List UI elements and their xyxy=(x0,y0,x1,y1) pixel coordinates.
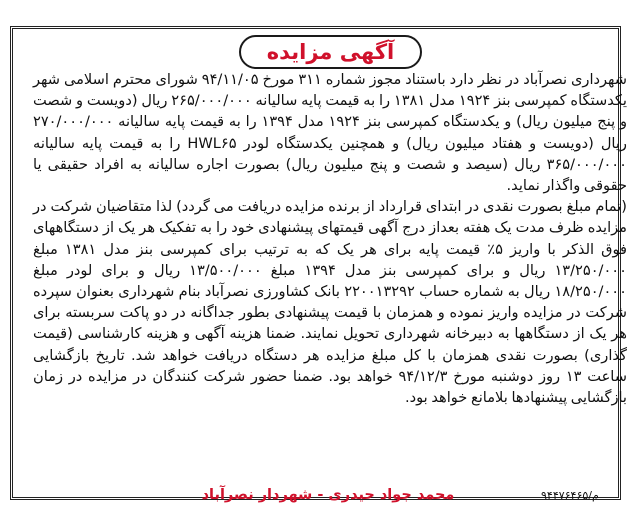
notice-body xyxy=(33,69,627,408)
signature: محمد جواد حیدری - شهردار نصرآباد xyxy=(201,487,455,503)
notice-frame xyxy=(10,26,628,503)
reference-code: م/۹۴۴۷۶۴۶۵ xyxy=(541,489,599,502)
notice-paragraph-1: شهرداری نصرآباد در نظر دارد باستناد مجوز شماره ۳۱۱ مورخ ۹۴/۱۱/۰۵ شورای محترم اسلامی شهر یکدستگاه کمپرسی بنز ۱۹۲۴ مدل ۱۳۸۱ را به قیمت پایه سالیانه ۲۶۵/۰۰۰/۰۰۰ ریال (دویست و شصت و پنج میلیون ریال) و یکدستگاه کمپرسی بنز ۱۹۲۴ مدل ۱۳۹۴ را به قیمت پایه سالیانه ۲۷۰/۰۰۰/۰۰۰ ریال (دویست و هفتاد میلیون ریال) و همچنین یکدستگاه لودر HWL۶۵ را به قیمت پایه سالیانه ۳۶۵/۰۰۰/۰۰۰ ریال (سیصد و شصت و پنج میلیون ریال) بصورت اجاره سالیانه به افراد حقیقی یا حقوقی واگذار نماید. xyxy=(33,71,627,195)
title-badge xyxy=(239,35,422,69)
notice-title: آگهی مزایده xyxy=(266,40,395,64)
notice-paragraph-2: (تمام مبلغ بصورت نقدی در ابتدای قرارداد از برنده مزایده دریافت می گردد) لذا متقاضیان شرکت در مزایده ظرف مدت یک هفته بعداز درج آگهی قیمتهای پیشنهادی خود را به تفکیک هر یک از دستگاههای فوق الذکر با واریز ۵٪ قیمت پایه برای هر یک که به ترتیب برای کمپرسی بنز مدل ۱۳۸۱ مبلغ ۱۳/۲۵۰/۰۰۰ ریال و برای کمپرسی بنز مدل ۱۳۹۴ مبلغ ۱۳/۵۰۰/۰۰۰ ریال و برای لودر مبلغ ۱۸/۲۵۰/۰۰۰ ریال به شماره حساب ۲۲۰۰۱۳۲۹۲ بانک کشاورزی نصرآباد بنام شهرداری بعنوان سپرده شرکت در مزایده واریز نموده و همزمان با قیمت پیشنهادی بطور جداگانه در دو پاکت سربسته برای هر یک از دستگاهها به دبیرخانه شهرداری تحویل نمایند. ضمنا هزینه آگهی و هزینه کارشناسی (قیمت گذاری) بصورت نقدی همزمان با کل مبلغ مزایده هر دستگاه دریافت خواهد شد. تاریخ بازگشایی ساعت ۱۳ روز دوشنبه مورخ ۹۴/۱۲/۳ خواهد بود. ضمنا حضور شرکت کنندگان در مزایده در زمان بازگشایی پیشنهادها بلامانع خواهد بود. xyxy=(33,198,628,407)
